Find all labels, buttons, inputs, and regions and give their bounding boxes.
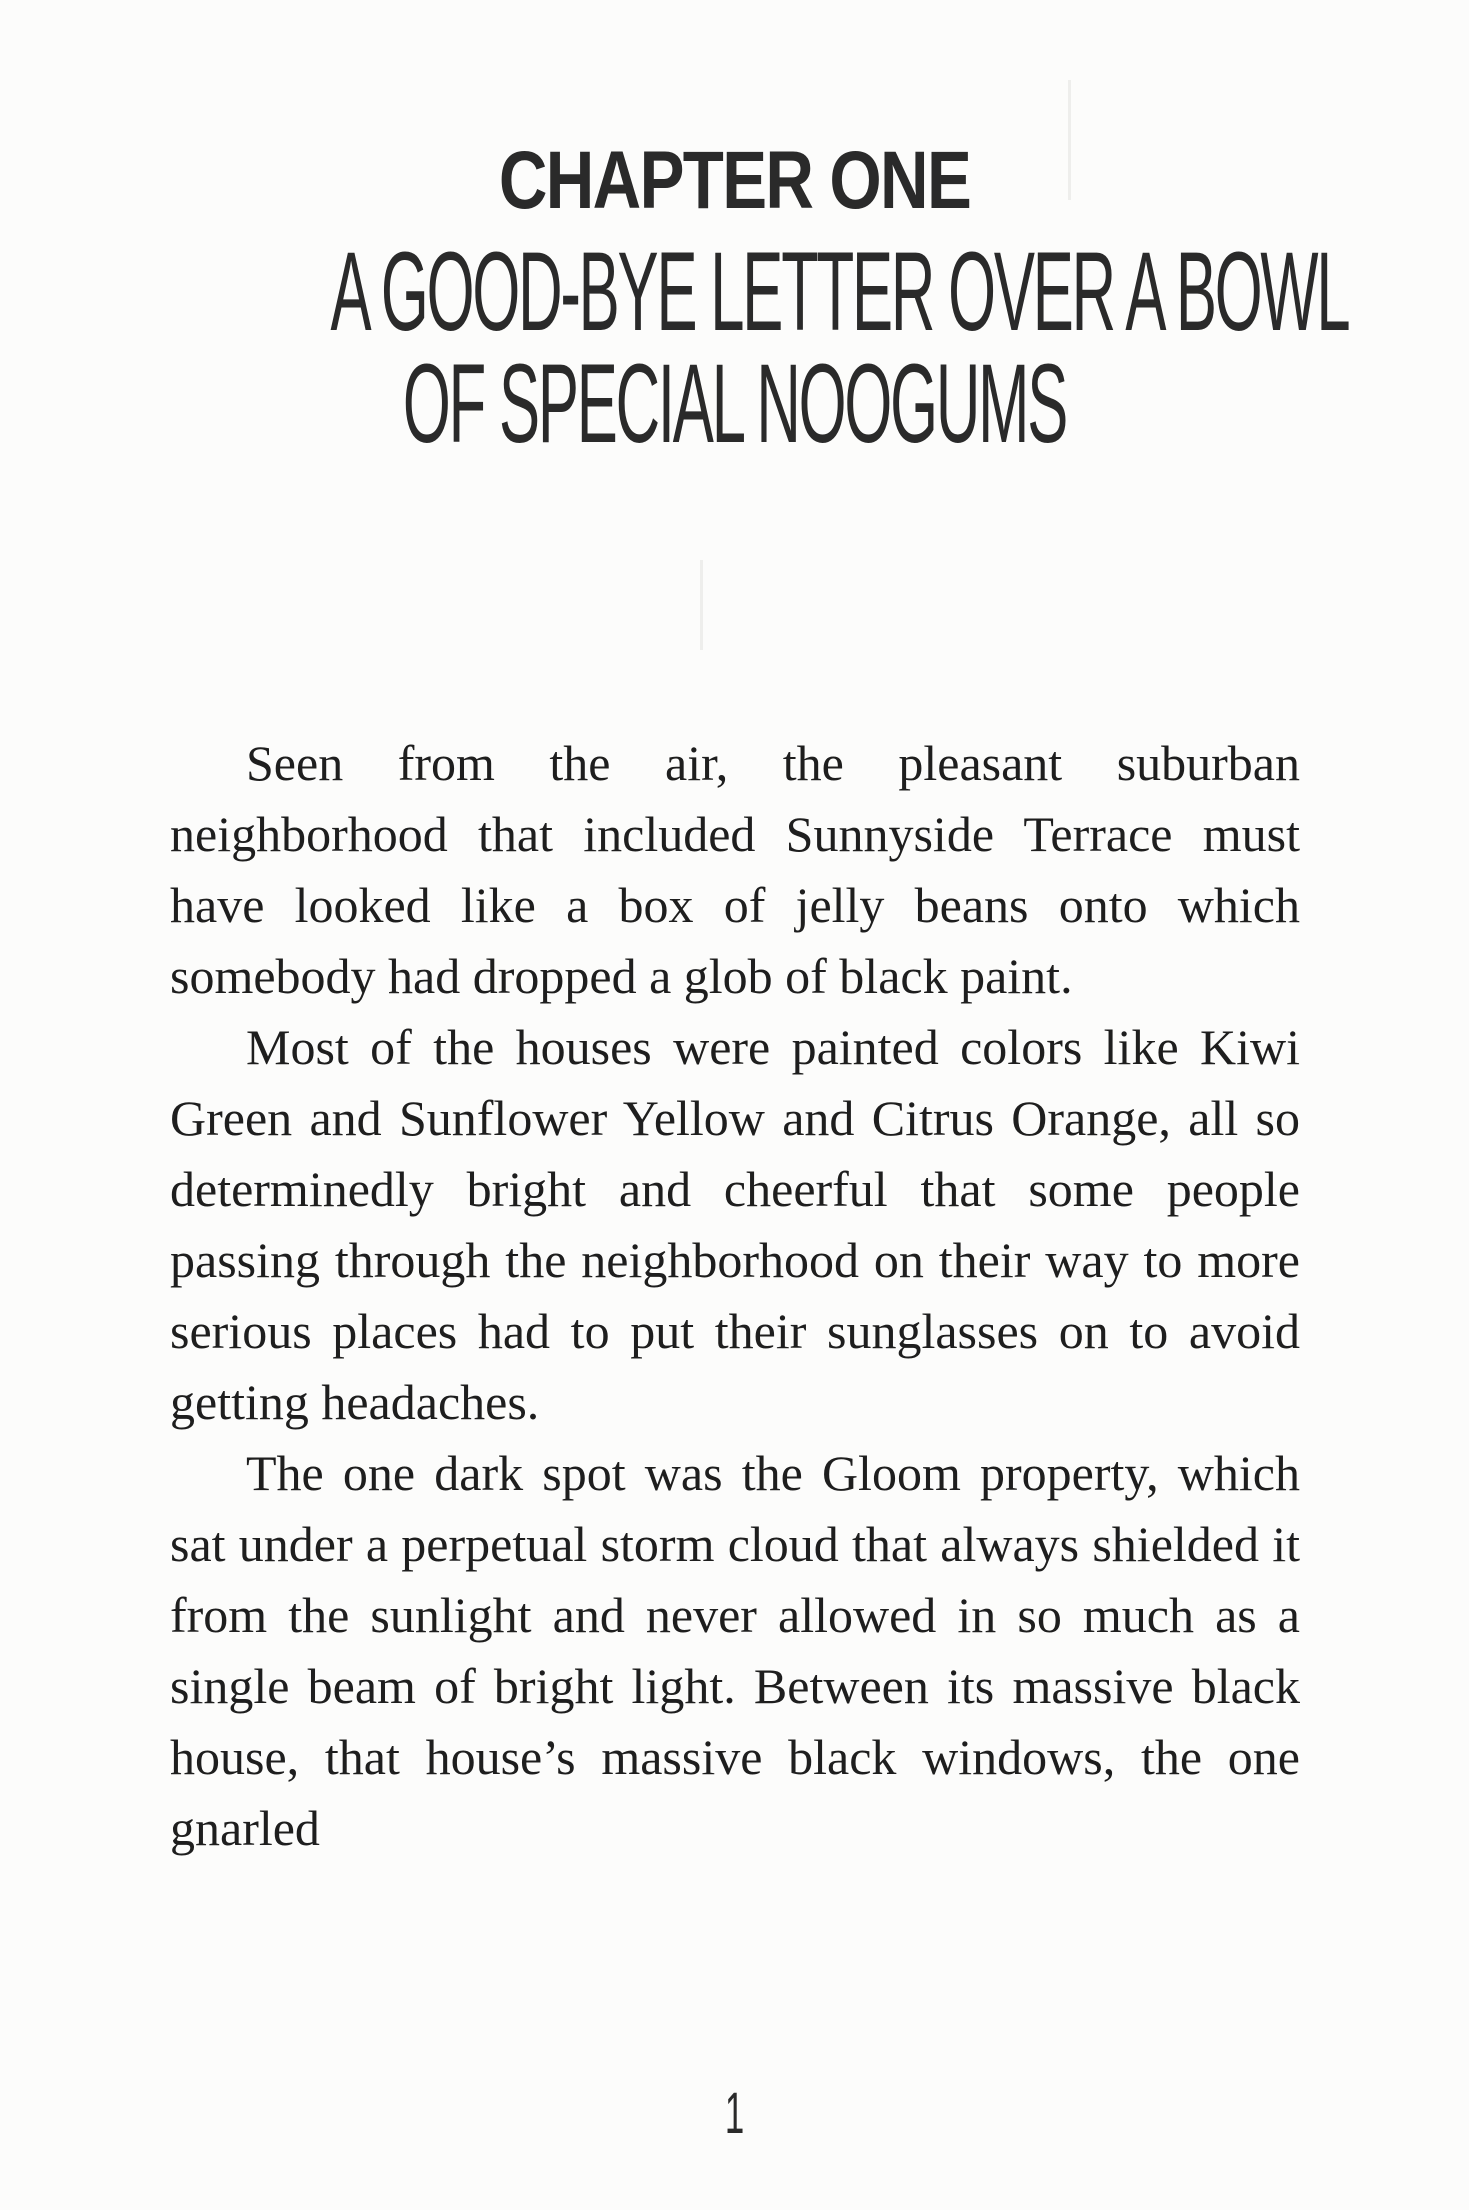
paragraph: Most of the houses were painted colors like Kiwi Green and Sunflower Yellow and Citrus Orange, all so determinedly bright and cheerful that some people passing through the neighborhood on their way to more serious places had to put their sunglasses on to avoid getting headaches.	[170, 1019, 1300, 1430]
chapter-title-line-1: A GOOD-BYE LETTER OVER A BOWL	[330, 229, 1349, 354]
chapter-title	[330, 229, 1349, 466]
scan-artifact	[700, 560, 703, 650]
chapter-label: CHAPTER ONE	[498, 135, 971, 226]
paragraph: The one dark spot was the Gloom property, which sat under a perpetual storm cloud that always shielded it from the sunlight and never allowed in so much as a single beam of bright light. Between its massive black house, that house’s massive black windows, the one gnarled	[170, 1445, 1300, 1856]
paragraph: Seen from the air, the pleasant suburban neighborhood that included Sunnyside Terrace must have looked like a box of jelly beans onto which somebody had dropped a glob of black paint.	[170, 735, 1300, 1004]
page-number: 1	[724, 2081, 745, 2146]
chapter-title-line-2: OF SPECIAL NOOGUMS	[402, 341, 1067, 466]
body-text	[170, 728, 1300, 1864]
